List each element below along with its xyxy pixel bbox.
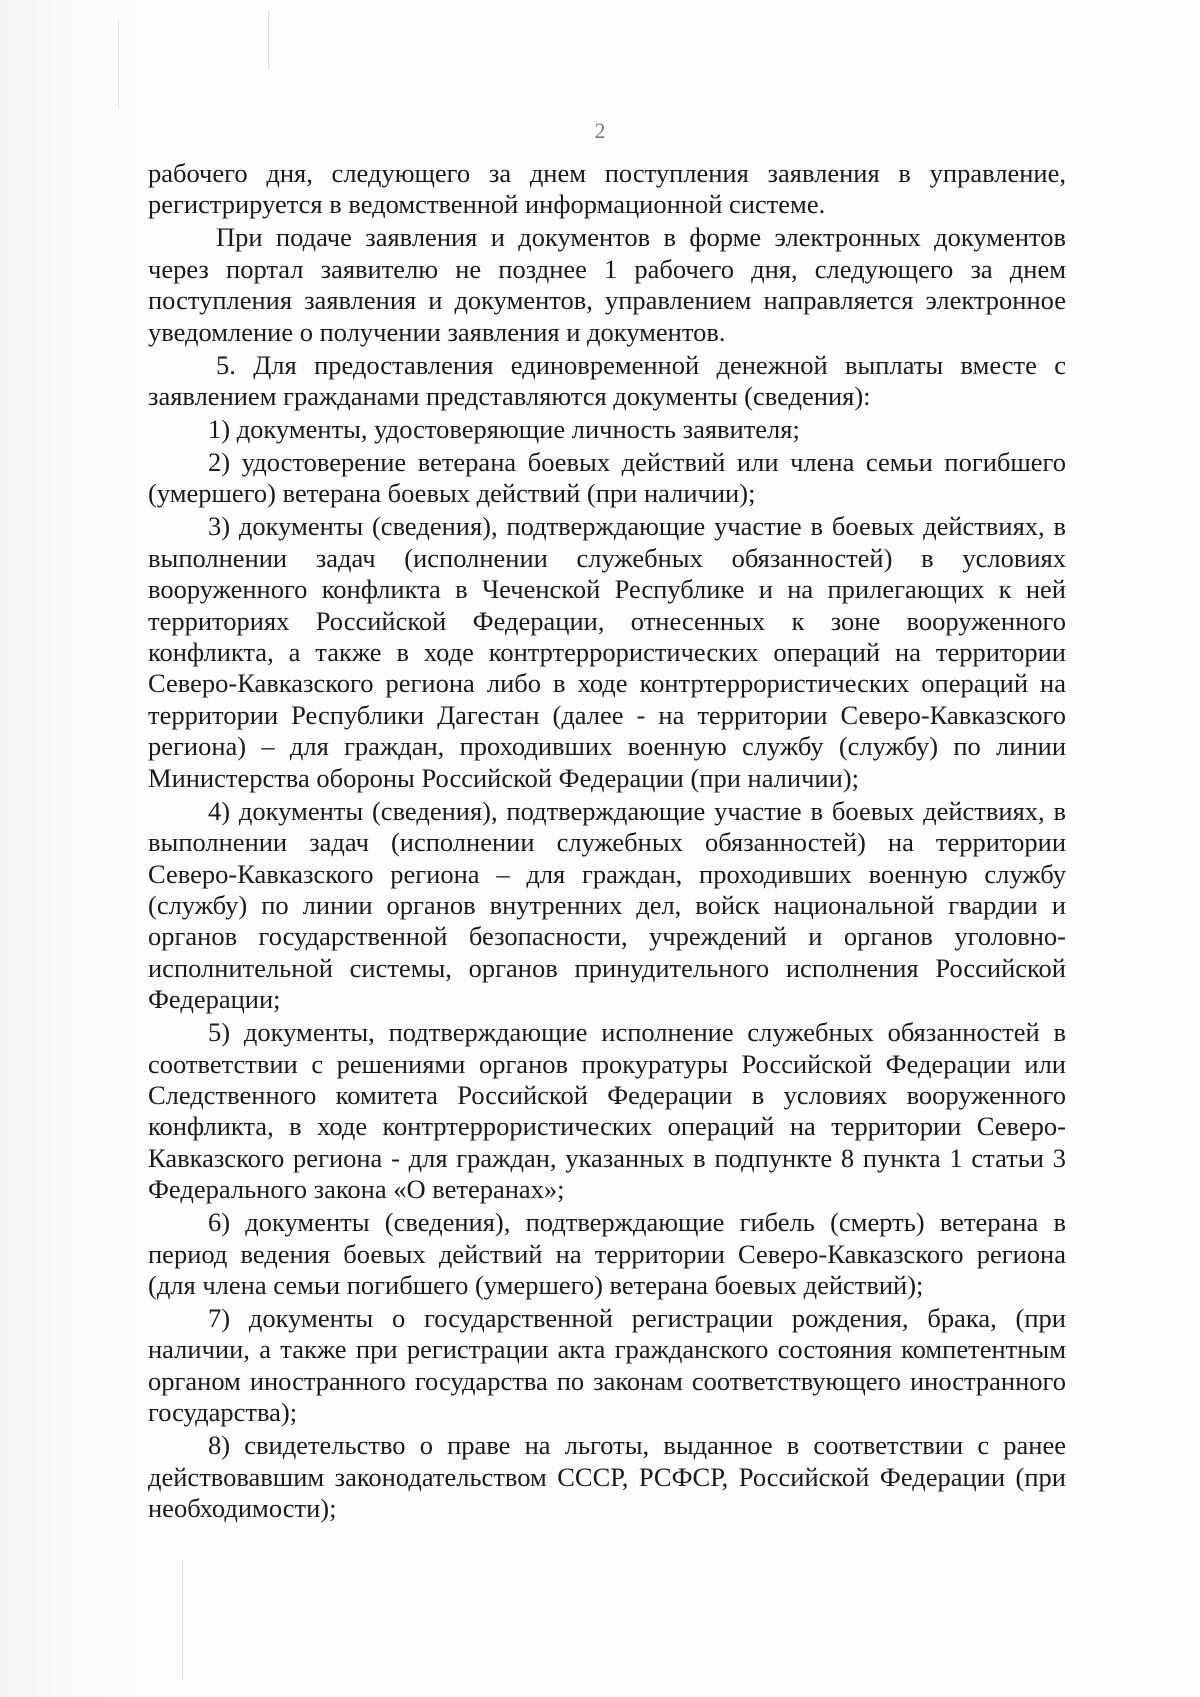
list-item-5: 5) документы, подтверждающие исполнение служебных обязанностей в соответствии с решениями органов прокуратуры Российской Федерации или Следственного комитета Российской Федерации в условиях вооруженного конфликта, в ходе контртеррористических операций на территории Северо-Кавказского региона - для граждан, указанных в подпункте 8 пункта 1 статьи 3 Федерального закона «О ветеранах»; (148, 1017, 1066, 1205)
scan-shadow (0, 0, 140, 1697)
list-item-7: 7) документы о государственной регистрации рождения, брака, (при наличии, а также при регистрации акта гражданского состояния компетентным органом иностранного государства по законам соответствующего иностранного государства); (148, 1302, 1066, 1428)
paragraph-continuation: рабочего дня, следующего за днем поступления заявления в управление, регистрируется в ведомственной информационной системе. (148, 158, 1066, 220)
scan-artifact-line (118, 20, 119, 110)
scan-artifact-line (268, 10, 269, 70)
document-body (148, 158, 1066, 1526)
list-item-8: 8) свидетельство о праве на льготы, выданное в соответствии с ранее действовавшим законодательством СССР, РСФСР, Российской Федерации (при необходимости); (148, 1430, 1066, 1523)
scan-artifact-line (182, 1560, 183, 1680)
paragraph-item-5: 5. Для предоставления единовременной денежной выплаты вместе с заявлением гражданами представляются документы (сведения): (148, 349, 1066, 412)
list-item-3: 3) документы (сведения), подтверждающие участие в боевых действиях, в выполнении задач (исполнении служебных обязанностей) в условиях вооруженного конфликта в Чеченской Республике и на прилегающих к ней территориях Российской Федерации, отнесенных к зоне вооруженного конфликта, а также в ходе контртеррористических операций на территории Северо-Кавказского региона либо в ходе контртеррористических операций на территории Республики Дагестан (далее - на территории Северо-Кавказского региона) – для граждан, проходивших военную службу (службу) по линии Министерства обороны Российской Федерации (при наличии); (148, 511, 1066, 793)
page-number: 2 (594, 118, 606, 143)
list-item-4: 4) документы (сведения), подтверждающие участие в боевых действиях, в выполнении задач (исполнении служебных обязанностей) на территории Северо-Кавказского региона – для граждан, проходивших военную службу (службу) по линии органов внутренних дел, войск национальной гвардии и органов государственной безопасности, учреждений и органов уголовно-исполнительной системы, органов принудительного исполнения Российской Федерации; (148, 795, 1066, 1015)
list-item-2: 2) удостоверение ветерана боевых действий или члена семьи погибшего (умершего) ветерана боевых действий (при наличии); (148, 447, 1066, 509)
list-item-6: 6) документы (сведения), подтверждающие гибель (смерть) ветерана в период ведения боевых действий на территории Северо-Кавказского региона (для члена семьи погибшего (умершего) ветерана боевых действий); (148, 1207, 1066, 1300)
list-item-1: 1) документы, удостоверяющие личность заявителя; (208, 414, 800, 445)
paragraph-electronic-submission: При подаче заявления и документов в форме электронных документов через портал заявителю не позднее 1 рабочего дня, следующего за днем поступления заявления и документов, управлением направляется электронное уведомление о получении заявления и документов. (148, 222, 1066, 347)
